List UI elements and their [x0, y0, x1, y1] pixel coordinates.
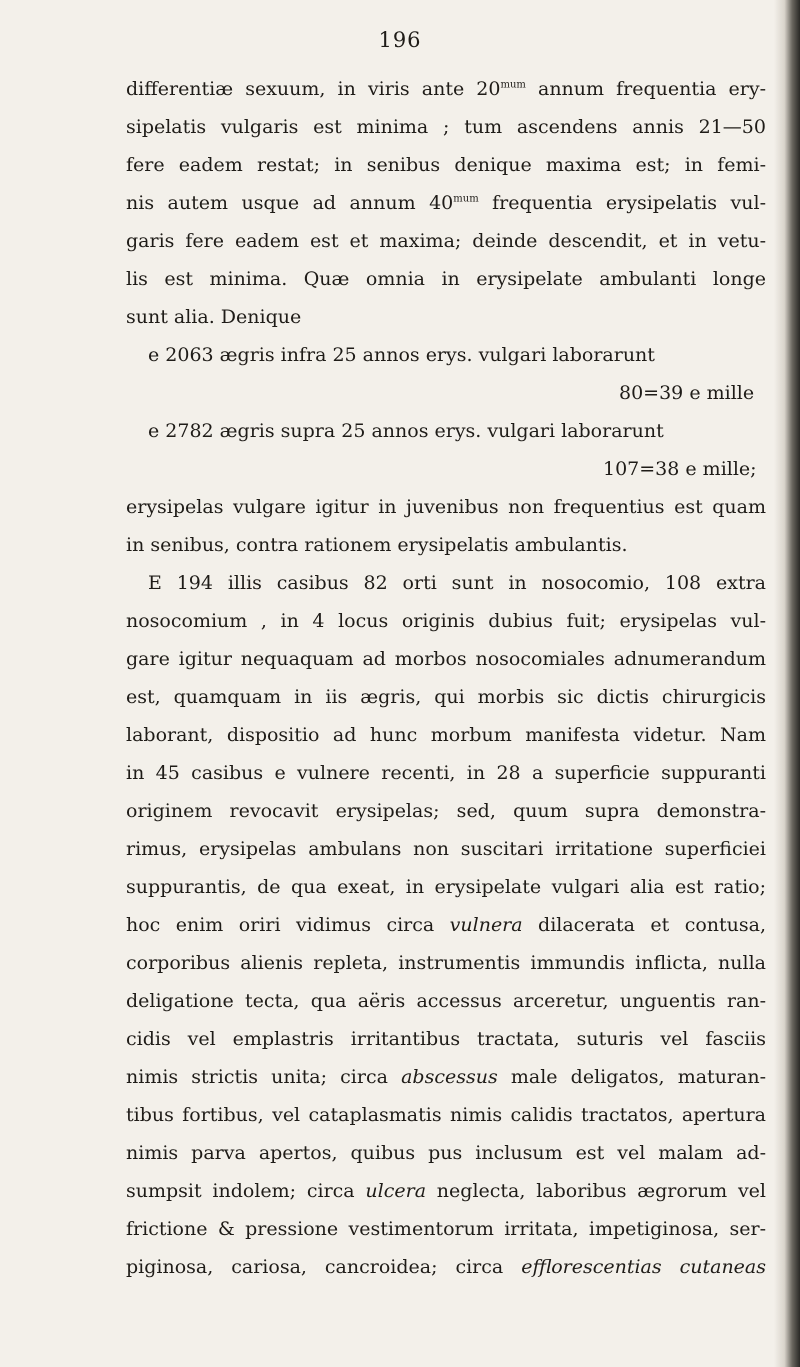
- text-line: in senibus, contra rationem erysipelatis ambulantis.: [126, 534, 628, 556]
- text-line: corporibus alienis repleta, instrumentis immundis inflicta, nulla: [126, 952, 766, 974]
- text-line: nimis parva apertos, quibus pus inclusum est vel malam ad-: [126, 1142, 766, 1164]
- statistic-result: 107=38 e mille;: [603, 458, 757, 480]
- text-line: nosocomium , in 4 locus originis dubius fuit; erysipelas vul-: [126, 610, 766, 632]
- text-line: in 45 casibus e vulnere recenti, in 28 a superficie suppuranti: [126, 762, 766, 784]
- text-line: originem revocavit erysipelas; sed, quum supra demonstra-: [126, 800, 766, 822]
- text-line: lis est minima. Quæ omnia in erysipelate ambulanti longe: [126, 268, 766, 290]
- text-line: suppurantis, de qua exeat, in erysipelate vulgari alia est ratio;: [126, 876, 766, 898]
- text-line: fere eadem restat; in senibus denique maxima est; in femi-: [126, 154, 766, 176]
- text-line: deligatione tecta, qua aëris accessus arceretur, unguentis ran-: [126, 990, 766, 1012]
- text-line: piginosa, cariosa, cancroidea; circa efflorescentias cutaneas: [126, 1256, 766, 1278]
- text-line: sunt alia. Denique: [126, 306, 302, 328]
- text-line: est, quamquam in iis ægris, qui morbis sic dictis chirurgicis: [126, 686, 766, 708]
- text-line: cidis vel emplastris irritantibus tractata, suturis vel fasciis: [126, 1028, 766, 1050]
- text-line: tibus fortibus, vel cataplasmatis nimis calidis tractatos, apertura: [126, 1104, 766, 1126]
- text-line: erysipelas vulgare igitur in juvenibus non frequentius est quam: [126, 496, 766, 518]
- statistic-line: e 2063 ægris infra 25 annos erys. vulgari laborarunt: [148, 344, 655, 366]
- text-line: gare igitur nequaquam ad morbos nosocomiales adnumerandum: [126, 648, 766, 670]
- text-line: sumpsit indolem; circa ulcera neglecta, laboribus ægrorum vel: [126, 1180, 767, 1202]
- text-line: nis autem usque ad annum $40^{mum}$ frequentia erysipelatis vul-: [126, 192, 767, 214]
- statistic-line: e 2782 ægris supra 25 annos erys. vulgari laborarunt: [148, 420, 664, 442]
- text-line: frictione & pressione vestimentorum irritata, impetiginosa, ser-: [126, 1218, 766, 1240]
- page-edge-shadow: [774, 0, 800, 1367]
- text-line: differentiæ sexuum, in viris ante $20^{mum}$ annum frequentia ery-: [126, 78, 766, 100]
- statistic-result: 80=39 e mille: [619, 382, 755, 404]
- text-line: sipelatis vulgaris est minima ; tum ascendens annis 21—50: [126, 116, 766, 138]
- text-line: E 194 illis casibus 82 orti sunt in nosocomio, 108 extra: [148, 572, 766, 594]
- text-line: hoc enim oriri vidimus circa vulnera dilacerata et contusa,: [126, 914, 766, 936]
- page-number: 196: [378, 28, 422, 52]
- text-line: garis fere eadem est et maxima; deinde descendit, et in vetu-: [126, 230, 766, 252]
- text-line: nimis strictis unita; circa abscessus male deligatos, maturan-: [126, 1066, 766, 1088]
- text-line: laborant, dispositio ad hunc morbum manifesta videtur. Nam: [126, 724, 766, 746]
- text-line: rimus, erysipelas ambulans non suscitari irritatione superficiei: [126, 838, 766, 860]
